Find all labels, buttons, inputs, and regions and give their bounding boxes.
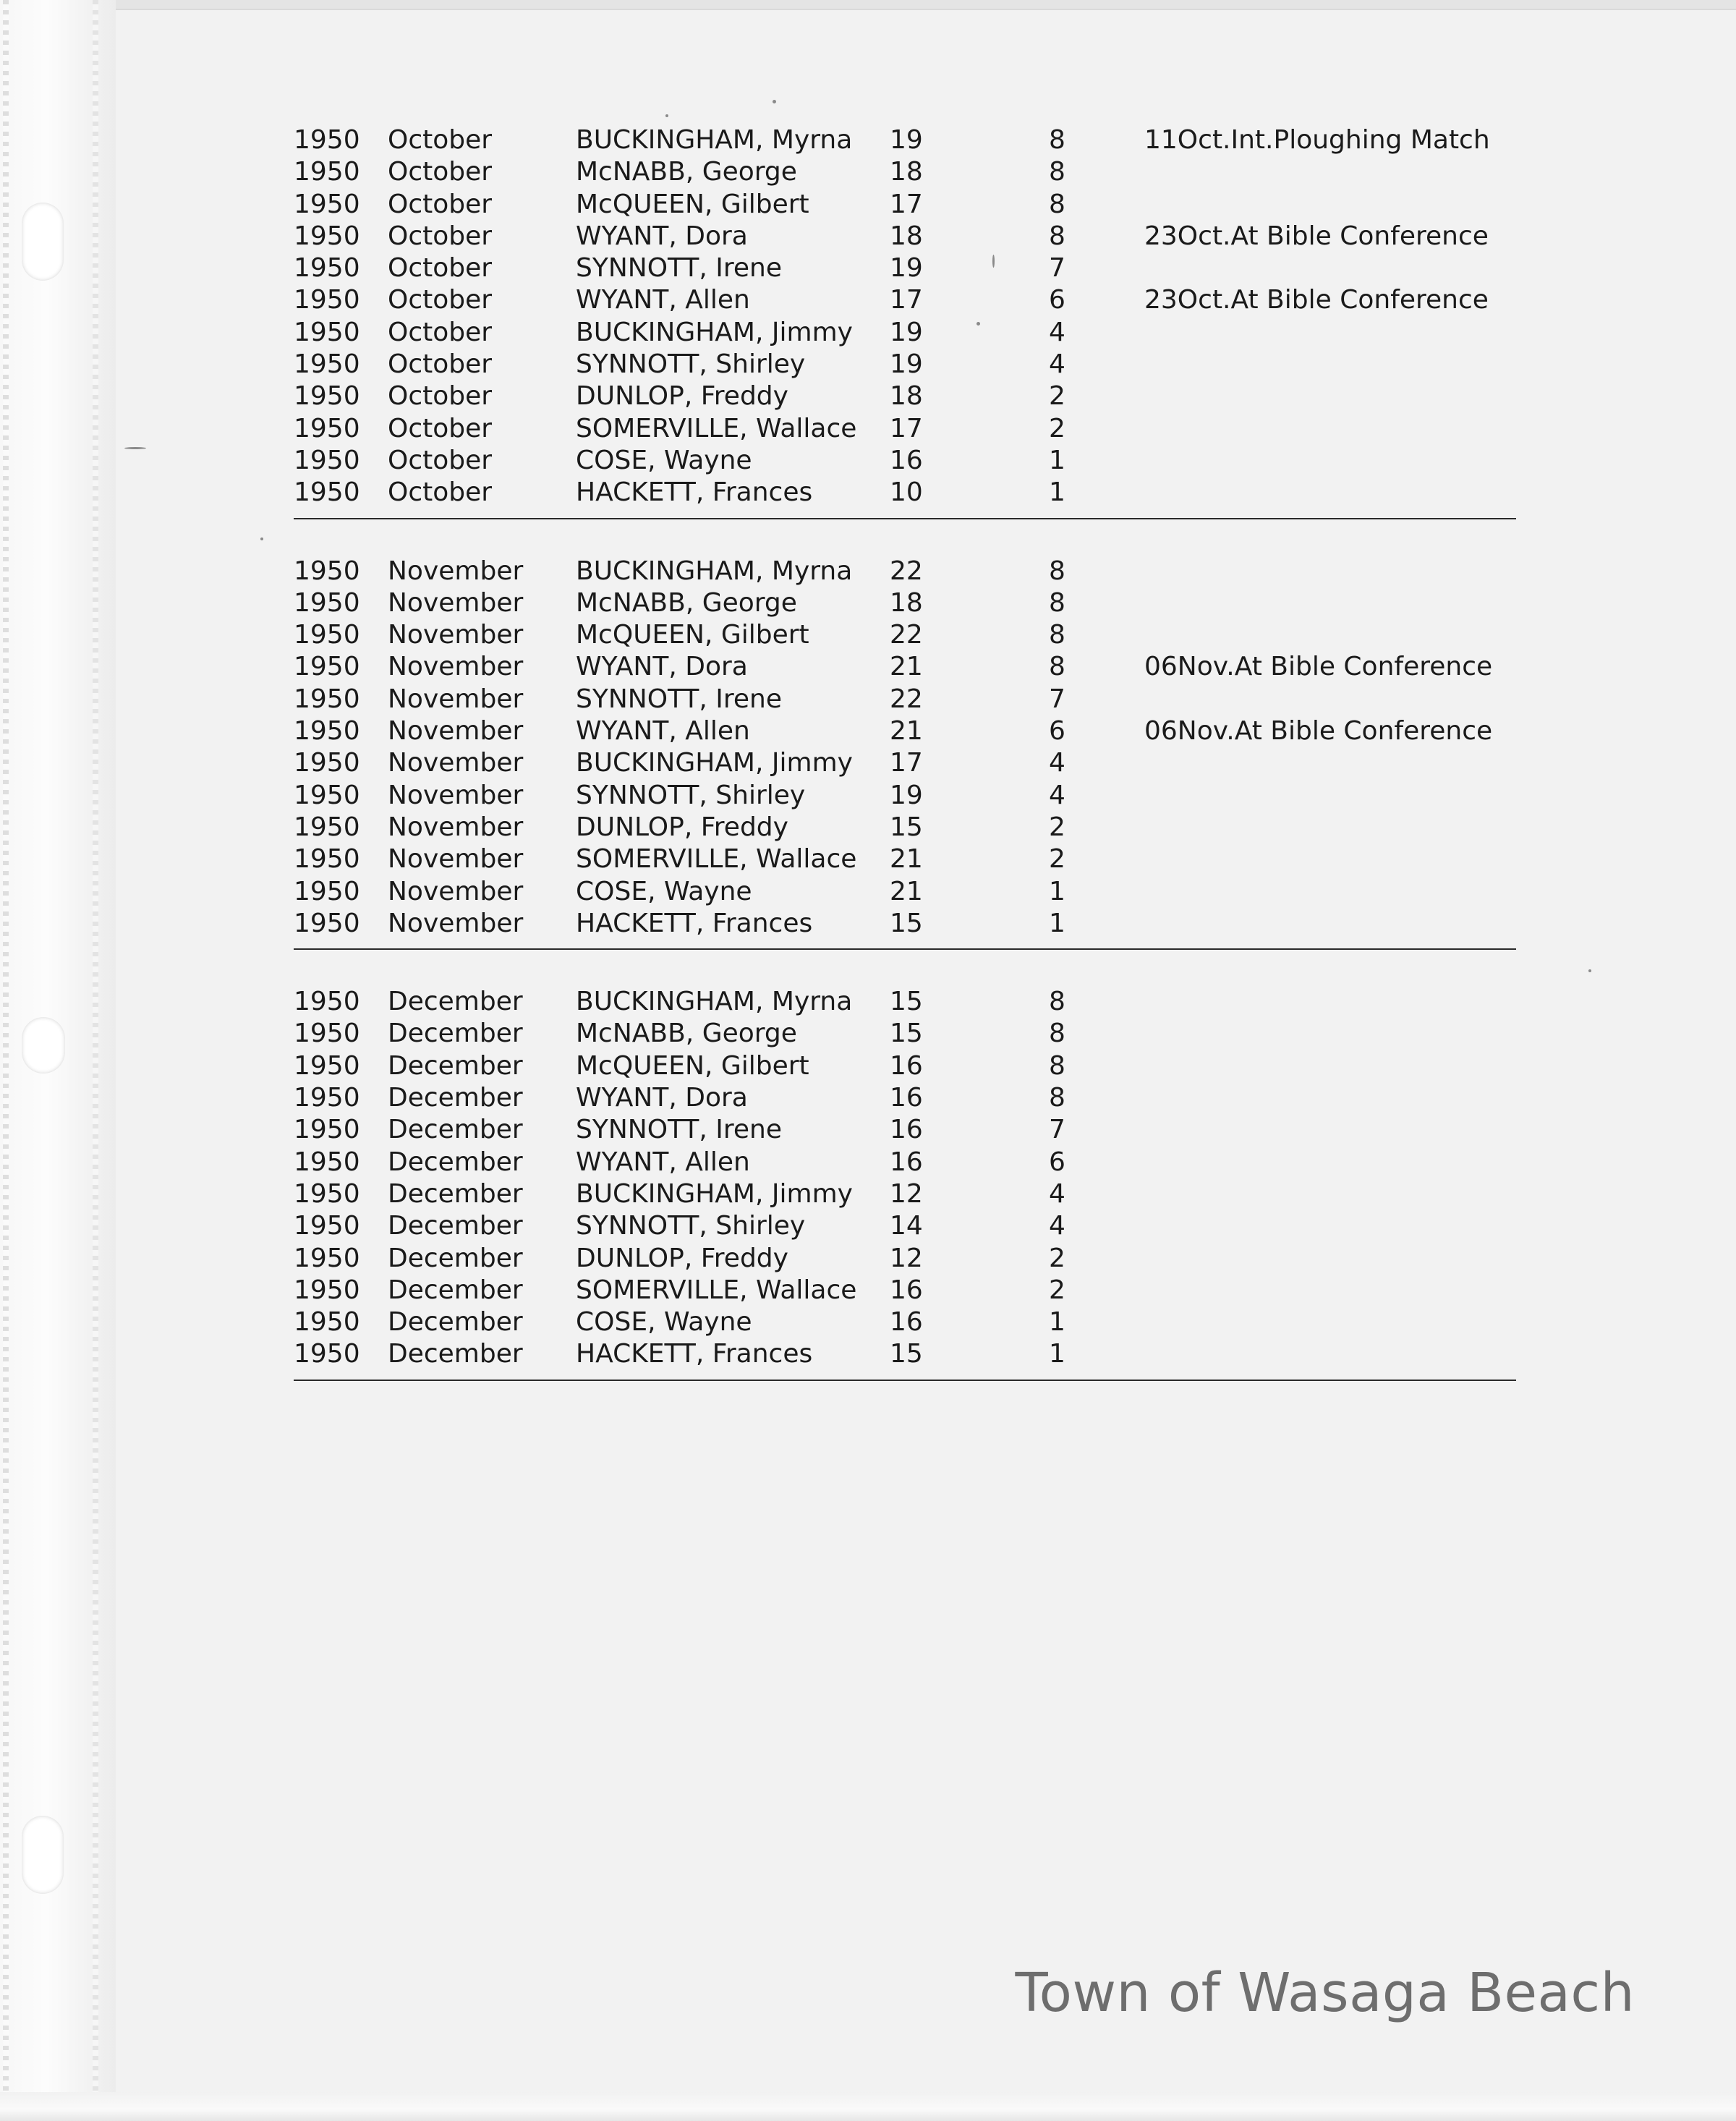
record-month: December <box>388 1307 523 1338</box>
record-year: 1950 <box>294 748 360 778</box>
section-divider <box>294 518 1516 519</box>
record-month: November <box>388 876 524 906</box>
table-row <box>294 124 1516 156</box>
record-name: COSE, Wayne <box>576 445 752 475</box>
record-note: 06Nov.At Bible Conference <box>1144 652 1493 682</box>
section-divider <box>294 948 1516 950</box>
record-year: 1950 <box>294 652 360 682</box>
record-name: WYANT, Dora <box>576 652 748 682</box>
binder-hole-bottom <box>22 1816 64 1894</box>
record-month: November <box>388 780 524 810</box>
record-grade: 8 <box>1049 652 1065 682</box>
record-year: 1950 <box>294 445 360 475</box>
record-year: 1950 <box>294 1243 360 1273</box>
attendance-records <box>294 124 1516 1417</box>
scan-speck <box>1588 969 1591 972</box>
scan-speck <box>124 447 146 449</box>
record-year: 1950 <box>294 844 360 875</box>
record-name: DUNLOP, Freddy <box>576 812 788 842</box>
record-name: McNABB, George <box>576 1019 797 1049</box>
record-name: HACKETT, Frances <box>576 908 813 938</box>
record-name: McNABB, George <box>576 157 797 187</box>
record-month: November <box>388 716 524 747</box>
record-year: 1950 <box>294 1115 360 1145</box>
record-grade: 8 <box>1049 221 1065 251</box>
record-year: 1950 <box>294 1178 360 1209</box>
record-month: November <box>388 620 524 650</box>
record-year: 1950 <box>294 285 360 315</box>
record-grade: 8 <box>1049 189 1065 219</box>
record-name: McQUEEN, Gilbert <box>576 620 809 650</box>
record-attendance: 17 <box>890 189 923 219</box>
record-attendance: 18 <box>890 381 923 412</box>
record-year: 1950 <box>294 1083 360 1113</box>
record-year: 1950 <box>294 1019 360 1049</box>
record-month: December <box>388 1211 523 1241</box>
record-grade: 4 <box>1049 1211 1065 1241</box>
scan-speck <box>773 100 776 103</box>
record-attendance: 19 <box>890 349 923 380</box>
record-grade: 8 <box>1049 556 1065 586</box>
record-month: December <box>388 1147 523 1177</box>
record-grade: 1 <box>1049 908 1065 938</box>
record-year: 1950 <box>294 381 360 412</box>
table-row <box>294 1243 1516 1275</box>
record-name: SYNNOTT, Irene <box>576 253 783 284</box>
record-month: November <box>388 748 524 778</box>
record-year: 1950 <box>294 1339 360 1369</box>
record-grade: 6 <box>1049 1147 1065 1177</box>
record-attendance: 17 <box>890 748 923 778</box>
record-grade: 4 <box>1049 349 1065 380</box>
table-row <box>294 189 1516 221</box>
table-row <box>294 747 1516 779</box>
record-name: COSE, Wayne <box>576 876 752 906</box>
record-year: 1950 <box>294 812 360 842</box>
table-row <box>294 156 1516 188</box>
month-section <box>294 986 1516 1381</box>
table-row <box>294 1210 1516 1242</box>
record-month: November <box>388 908 524 938</box>
record-name: HACKETT, Frances <box>576 1339 813 1369</box>
sheet-top-edge <box>109 0 1736 10</box>
record-name: HACKETT, Frances <box>576 477 813 508</box>
record-note: 06Nov.At Bible Conference <box>1144 716 1493 747</box>
record-attendance: 21 <box>890 876 923 906</box>
record-year: 1950 <box>294 620 360 650</box>
record-year: 1950 <box>294 189 360 219</box>
record-name: SYNNOTT, Shirley <box>576 1211 806 1241</box>
record-attendance: 19 <box>890 253 923 284</box>
record-name: DUNLOP, Freddy <box>576 1243 788 1273</box>
binder-hole-middle <box>22 1017 65 1074</box>
record-grade: 8 <box>1049 157 1065 187</box>
record-month: October <box>388 413 493 443</box>
record-grade: 2 <box>1049 812 1065 842</box>
record-grade: 8 <box>1049 987 1065 1017</box>
table-row <box>294 1147 1516 1178</box>
record-grade: 7 <box>1049 1115 1065 1145</box>
record-name: WYANT, Dora <box>576 1083 748 1113</box>
record-month: December <box>388 1243 523 1273</box>
record-year: 1950 <box>294 1211 360 1241</box>
record-grade: 4 <box>1049 748 1065 778</box>
record-attendance: 18 <box>890 157 923 187</box>
record-note: 11Oct.Int.Ploughing Match <box>1144 125 1490 155</box>
record-attendance: 15 <box>890 987 923 1017</box>
record-month: October <box>388 285 493 315</box>
record-month: October <box>388 317 493 347</box>
record-name: McQUEEN, Gilbert <box>576 1050 809 1081</box>
record-attendance: 12 <box>890 1243 923 1273</box>
record-name: SOMERVILLE, Wallace <box>576 413 857 443</box>
record-grade: 8 <box>1049 620 1065 650</box>
record-grade: 1 <box>1049 445 1065 475</box>
record-grade: 6 <box>1049 285 1065 315</box>
month-section <box>294 556 1516 951</box>
record-attendance: 22 <box>890 684 923 714</box>
record-name: BUCKINGHAM, Jimmy <box>576 748 853 778</box>
record-grade: 7 <box>1049 253 1065 284</box>
record-name: COSE, Wayne <box>576 1307 752 1338</box>
record-grade: 1 <box>1049 876 1065 906</box>
table-row <box>294 619 1516 651</box>
record-month: November <box>388 587 524 618</box>
record-name: McQUEEN, Gilbert <box>576 189 809 219</box>
table-row <box>294 715 1516 747</box>
table-row <box>294 1178 1516 1210</box>
record-month: December <box>388 1019 523 1049</box>
record-attendance: 12 <box>890 1178 923 1209</box>
table-row <box>294 221 1516 252</box>
record-grade: 8 <box>1049 1050 1065 1081</box>
record-year: 1950 <box>294 1050 360 1081</box>
record-year: 1950 <box>294 477 360 508</box>
record-year: 1950 <box>294 1275 360 1305</box>
table-row <box>294 1306 1516 1338</box>
record-grade: 2 <box>1049 413 1065 443</box>
record-name: WYANT, Dora <box>576 221 748 251</box>
record-attendance: 16 <box>890 1115 923 1145</box>
record-grade: 4 <box>1049 317 1065 347</box>
table-row <box>294 317 1516 349</box>
record-grade: 8 <box>1049 1083 1065 1113</box>
record-attendance: 19 <box>890 780 923 810</box>
record-attendance: 22 <box>890 620 923 650</box>
record-name: BUCKINGHAM, Myrna <box>576 987 853 1017</box>
record-year: 1950 <box>294 413 360 443</box>
record-attendance: 16 <box>890 1147 923 1177</box>
record-name: BUCKINGHAM, Jimmy <box>576 317 853 347</box>
table-row <box>294 413 1516 445</box>
table-row <box>294 556 1516 587</box>
record-grade: 4 <box>1049 780 1065 810</box>
record-month: December <box>388 987 523 1017</box>
record-name: SYNNOTT, Irene <box>576 1115 783 1145</box>
record-year: 1950 <box>294 987 360 1017</box>
record-grade: 2 <box>1049 381 1065 412</box>
record-year: 1950 <box>294 876 360 906</box>
record-month: October <box>388 125 493 155</box>
month-section <box>294 124 1516 519</box>
record-month: October <box>388 189 493 219</box>
table-row <box>294 477 1516 509</box>
record-name: BUCKINGHAM, Myrna <box>576 125 853 155</box>
record-grade: 2 <box>1049 1243 1065 1273</box>
record-attendance: 21 <box>890 716 923 747</box>
record-attendance: 16 <box>890 1275 923 1305</box>
record-name: BUCKINGHAM, Jimmy <box>576 1178 853 1209</box>
record-grade: 8 <box>1049 125 1065 155</box>
table-row <box>294 1050 1516 1082</box>
table-row <box>294 587 1516 619</box>
table-row <box>294 986 1516 1018</box>
table-row <box>294 651 1516 683</box>
record-month: December <box>388 1178 523 1209</box>
record-attendance: 16 <box>890 1050 923 1081</box>
record-grade: 8 <box>1049 1019 1065 1049</box>
record-month: November <box>388 844 524 875</box>
record-name: SYNNOTT, Shirley <box>576 780 806 810</box>
record-name: SYNNOTT, Shirley <box>576 349 806 380</box>
table-row <box>294 284 1516 316</box>
table-row <box>294 780 1516 812</box>
table-row <box>294 445 1516 477</box>
record-year: 1950 <box>294 716 360 747</box>
record-month: December <box>388 1339 523 1369</box>
record-year: 1950 <box>294 556 360 586</box>
table-row <box>294 1338 1516 1370</box>
record-attendance: 10 <box>890 477 923 508</box>
table-row <box>294 1114 1516 1146</box>
record-month: December <box>388 1083 523 1113</box>
section-divider <box>294 1380 1516 1381</box>
record-month: October <box>388 157 493 187</box>
table-row <box>294 908 1516 940</box>
table-row <box>294 1082 1516 1114</box>
record-year: 1950 <box>294 317 360 347</box>
record-grade: 1 <box>1049 477 1065 508</box>
record-attendance: 16 <box>890 1083 923 1113</box>
record-name: WYANT, Allen <box>576 716 750 747</box>
record-month: November <box>388 556 524 586</box>
record-year: 1950 <box>294 253 360 284</box>
record-attendance: 16 <box>890 1307 923 1338</box>
record-name: WYANT, Allen <box>576 1147 750 1177</box>
record-grade: 1 <box>1049 1339 1065 1369</box>
record-month: October <box>388 381 493 412</box>
record-attendance: 17 <box>890 285 923 315</box>
record-year: 1950 <box>294 587 360 618</box>
sheet-bottom-edge <box>0 2092 1736 2121</box>
sheet-protector-strip <box>0 0 116 2121</box>
record-month: November <box>388 684 524 714</box>
record-year: 1950 <box>294 780 360 810</box>
record-month: October <box>388 445 493 475</box>
table-row <box>294 684 1516 715</box>
record-grade: 1 <box>1049 1307 1065 1338</box>
record-attendance: 19 <box>890 317 923 347</box>
record-grade: 2 <box>1049 844 1065 875</box>
record-year: 1950 <box>294 349 360 380</box>
record-month: October <box>388 349 493 380</box>
record-attendance: 18 <box>890 587 923 618</box>
record-year: 1950 <box>294 1147 360 1177</box>
record-attendance: 15 <box>890 812 923 842</box>
table-row <box>294 1275 1516 1306</box>
record-grade: 4 <box>1049 1178 1065 1209</box>
record-year: 1950 <box>294 1307 360 1338</box>
record-grade: 7 <box>1049 684 1065 714</box>
record-name: DUNLOP, Freddy <box>576 381 788 412</box>
footer-brand: Town of Wasaga Beach <box>1015 1962 1635 2024</box>
table-row <box>294 349 1516 381</box>
record-year: 1950 <box>294 684 360 714</box>
record-attendance: 19 <box>890 125 923 155</box>
record-grade: 8 <box>1049 587 1065 618</box>
record-month: November <box>388 812 524 842</box>
scan-speck <box>260 537 263 540</box>
record-attendance: 15 <box>890 908 923 938</box>
record-grade: 2 <box>1049 1275 1065 1305</box>
record-name: SOMERVILLE, Wallace <box>576 844 857 875</box>
record-attendance: 21 <box>890 652 923 682</box>
perforation-edge <box>3 0 9 2121</box>
record-month: October <box>388 477 493 508</box>
record-attendance: 22 <box>890 556 923 586</box>
record-name: SYNNOTT, Irene <box>576 684 783 714</box>
record-attendance: 15 <box>890 1339 923 1369</box>
record-attendance: 18 <box>890 221 923 251</box>
record-name: BUCKINGHAM, Myrna <box>576 556 853 586</box>
table-row <box>294 876 1516 908</box>
record-name: SOMERVILLE, Wallace <box>576 1275 857 1305</box>
record-grade: 6 <box>1049 716 1065 747</box>
record-year: 1950 <box>294 157 360 187</box>
record-year: 1950 <box>294 125 360 155</box>
record-year: 1950 <box>294 221 360 251</box>
table-row <box>294 843 1516 875</box>
record-month: December <box>388 1275 523 1305</box>
table-row <box>294 252 1516 284</box>
record-attendance: 16 <box>890 445 923 475</box>
record-attendance: 21 <box>890 844 923 875</box>
record-note: 23Oct.At Bible Conference <box>1144 285 1489 315</box>
record-note: 23Oct.At Bible Conference <box>1144 221 1489 251</box>
record-attendance: 15 <box>890 1019 923 1049</box>
record-name: WYANT, Allen <box>576 285 750 315</box>
binder-hole-top <box>22 203 64 281</box>
table-row <box>294 812 1516 843</box>
record-month: December <box>388 1050 523 1081</box>
record-month: November <box>388 652 524 682</box>
table-row <box>294 381 1516 412</box>
scan-speck <box>665 114 668 117</box>
perforation-edge-inner <box>93 0 98 2121</box>
record-attendance: 17 <box>890 413 923 443</box>
table-row <box>294 1018 1516 1050</box>
record-month: October <box>388 221 493 251</box>
record-month: December <box>388 1115 523 1145</box>
record-attendance: 14 <box>890 1211 923 1241</box>
record-year: 1950 <box>294 908 360 938</box>
record-name: McNABB, George <box>576 587 797 618</box>
record-month: October <box>388 253 493 284</box>
